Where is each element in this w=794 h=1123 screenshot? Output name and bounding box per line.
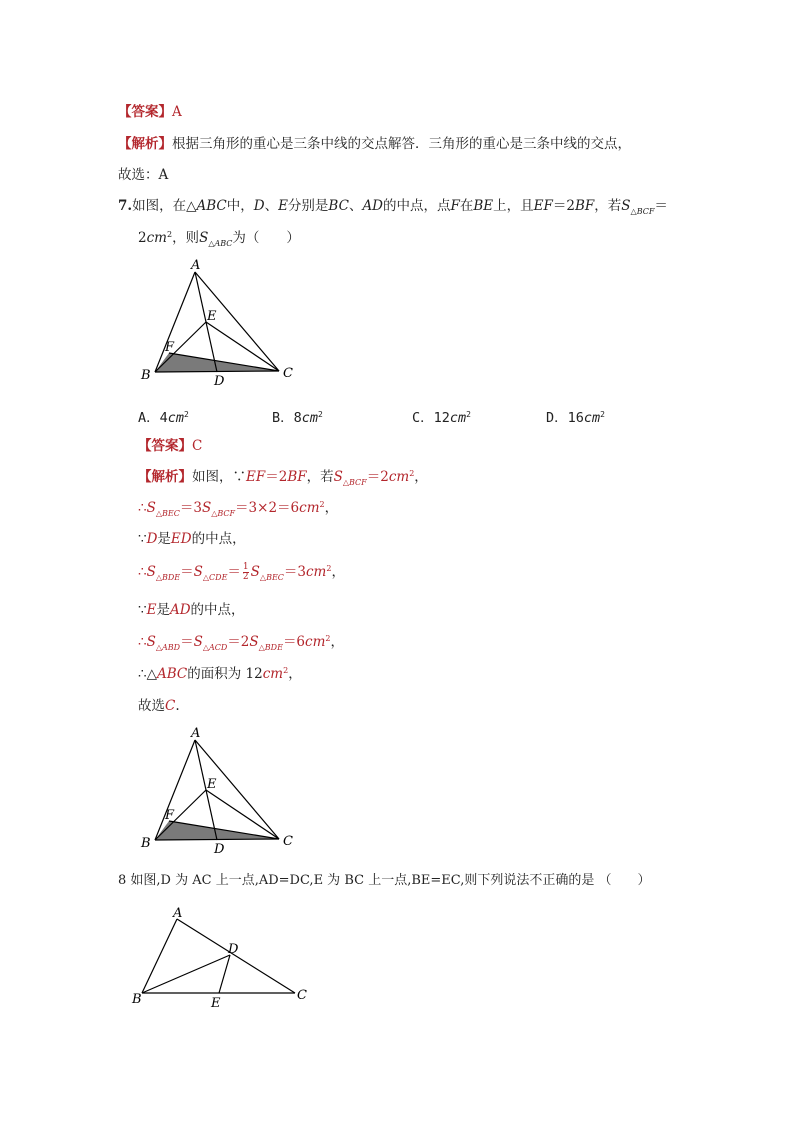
var-bf: BF [287,469,307,485]
subscript: ACD [208,643,228,652]
label-f: F [165,340,175,355]
stem-text: 如图，在△ [132,198,197,214]
sol-text: ＝2 [265,469,288,485]
solution-line-3 [138,530,246,548]
sol-text: ， [331,564,345,580]
answer-tag: 【答案】 [138,438,192,454]
var-ef: EF [246,469,266,485]
var-s: S [193,564,203,580]
answer-tag: 【答案】 [118,104,172,120]
label-c: C [283,834,293,849]
var-s: S [621,198,631,214]
var-d: D [146,531,158,547]
var-s: S [146,500,156,516]
var-abc: ABC [196,198,227,214]
label-b: B [132,992,142,1007]
sol-text: 故选 [138,698,165,714]
var-s: S [333,469,343,485]
question-number: 7. [118,198,133,214]
sol-text: ∵ [138,602,147,618]
superscript: 2 [318,410,323,419]
fraction-denominator: 2 [242,572,249,582]
subscript: BCF [636,207,655,216]
var-ad: AD [169,602,191,618]
unit-cm: cm [299,500,320,516]
var-ed: ED [170,531,192,547]
q7-answer-line [138,437,202,455]
subscript: △ [258,643,265,652]
sol-text: ＝ [227,564,241,580]
triangle-figure-solution [135,726,305,858]
analysis-tag: 【解析】 [118,136,172,152]
label-a: A [173,906,183,921]
unit-cm: cm [305,634,326,650]
sol-text: ， [414,469,428,485]
q6-choose-line: 故选：A [118,167,169,183]
sol-text: ∴ [138,634,147,650]
label-a: A [191,258,201,273]
sol-text: ， [288,666,302,682]
var-s: S [250,564,260,580]
var-s: S [249,634,259,650]
sol-text: 是 [157,531,171,547]
unit-cm: cm [146,230,167,246]
unit-cm: cm [301,410,319,426]
stem-text: 2 [138,230,147,246]
subscript: △ [155,509,162,518]
stem-text: 分别是 [287,198,329,214]
subscript: BDE [162,573,181,582]
superscript: 2 [184,410,189,419]
triangle-figure-q7 [135,258,305,390]
triangle-figure-q8 [128,904,318,1012]
shaded-triangle-bcf [155,821,279,840]
var-e: E [146,602,157,618]
sol-text: 的面积为 12 [187,666,263,682]
sol-text: ＝2 [366,469,389,485]
superscript: 2 [319,500,325,509]
sol-text: ∵ [138,531,147,547]
superscript: 2 [325,634,331,643]
answer-value: A [172,104,182,120]
shaded-triangle-bcf [155,353,279,372]
subscript: △ [202,573,210,582]
sol-text: ， [324,500,339,516]
var-be: BE [473,198,494,214]
label-d: D [214,842,225,857]
var-ef: EF [533,198,553,214]
stem-text: ，则 [172,230,200,246]
subscript: △ [155,573,162,582]
sol-text: ＝6 [282,634,306,650]
q7-stem-line1 [118,197,668,217]
stem-text: 在 [459,198,474,214]
superscript: 2 [600,410,605,419]
sol-text: ＝3 [179,500,202,516]
var-s: S [199,230,209,246]
solution-line-4 [138,563,345,583]
superscript: 2 [326,564,332,573]
q7-stem-line2 [138,229,300,249]
sol-text: ＝ [180,634,194,650]
var-s: S [193,634,203,650]
subscript: △ [259,573,267,582]
var-s: S [146,564,156,580]
option-label: C．12 [412,410,450,426]
option-label: A．4 [138,410,168,426]
stem-text: ，若 [594,198,622,214]
stem-text: 为（ ） [232,230,300,246]
subscript: BEC [162,509,180,518]
subscript: BCF [349,478,367,487]
stem-text: ＝2 [552,198,575,214]
var-s: S [146,634,156,650]
subscript: BCF [217,509,236,518]
q6-answer-line [118,103,182,121]
unit-cm: cm [262,666,284,682]
unit-cm: cm [388,469,410,485]
subscript: BEC [266,573,284,582]
var-f: F [450,198,460,214]
option-label: D．16 [546,410,584,426]
solution-line-1 [138,468,428,488]
label-d: D [214,374,225,389]
answer-value: C [192,438,203,454]
option-d[interactable] [546,406,605,426]
label-e: E [211,996,221,1011]
sol-text: 的中点， [190,602,245,618]
option-c[interactable] [412,406,471,426]
segment-de [219,955,230,993]
var-bf: BF [575,198,595,214]
label-e: E [207,777,217,792]
option-label: B．8 [272,410,302,426]
solution-line-8 [138,697,180,715]
sol-text: ， [330,634,344,650]
sol-text: ∴ [138,500,147,516]
sol-text: 如图，∵ [192,469,246,485]
sol-text: ，若 [306,469,334,485]
label-f: F [165,808,175,823]
superscript: 2 [409,469,415,478]
label-b: B [141,368,151,383]
var-d: D [253,198,265,214]
option-a[interactable] [138,406,189,426]
sol-text: ∴ [138,564,147,580]
fraction-numerator: 1 [242,562,249,572]
segment-ab [142,919,177,993]
analysis-tag: 【解析】 [138,469,192,485]
subscript: △ [342,478,350,487]
stem-text: 中， [226,198,254,214]
unit-cm: cm [583,410,601,426]
fraction-half [243,563,249,582]
subscript: ABD [162,643,181,652]
subscript: ABC [214,239,233,248]
sol-text: ＝3 [283,564,306,580]
var-e: E [278,198,288,214]
subscript: CDE [209,573,228,582]
label-e: E [207,309,217,324]
segment-bd [142,955,230,993]
stem-text: 、 [348,198,363,214]
solution-line-7 [138,665,302,685]
label-c: C [283,366,293,381]
option-b[interactable] [272,406,323,426]
label-d: D [228,942,239,957]
subscript: △ [211,509,218,518]
solution-line-6 [138,633,344,653]
subscript: △ [155,643,162,652]
sol-text: ＝ [180,564,194,580]
solution-line-5 [138,601,245,619]
analysis-text: 根据三角形的重心是三条中线的交点解答．三角形的重心是三条中线的交点， [172,136,631,152]
var-bc: BC [328,198,349,214]
stem-text: 、 [264,198,279,214]
label-b: B [141,836,151,851]
sol-text: . [175,698,180,714]
subscript: BDE [264,643,283,652]
superscript: 2 [283,666,289,675]
unit-cm: cm [167,410,185,426]
superscript: 2 [466,410,471,419]
var-ad: AD [362,198,384,214]
stem-text: ＝ [654,198,668,214]
q8-stem: 8 如图,D 为 AC 上一点,AD=DC,E 为 BC 上一点,BE=EC,则下列说法不正确的是 （ ） [118,873,651,888]
sol-text: ＝2 [227,634,250,650]
unit-cm: cm [306,564,327,580]
sol-text: 是 [156,602,170,618]
label-a: A [191,726,201,741]
unit-cm: cm [449,410,467,426]
sol-text: ＝3×2＝6 [235,500,300,516]
subscript: △ [630,207,637,216]
answer-letter: C [165,698,176,714]
solution-line-2 [138,499,338,519]
stem-text: 上，且 [493,198,534,214]
sol-text: ∴△ [138,666,157,682]
stem-text: 的中点，点 [383,198,451,214]
var-s: S [201,500,212,516]
q6-analysis-line [118,135,631,153]
superscript: 2 [166,230,173,239]
var-abc: ABC [156,666,188,682]
label-c: C [297,988,307,1003]
subscript: △ [202,643,209,652]
subscript: △ [208,239,215,248]
sol-text: 的中点， [191,531,246,547]
